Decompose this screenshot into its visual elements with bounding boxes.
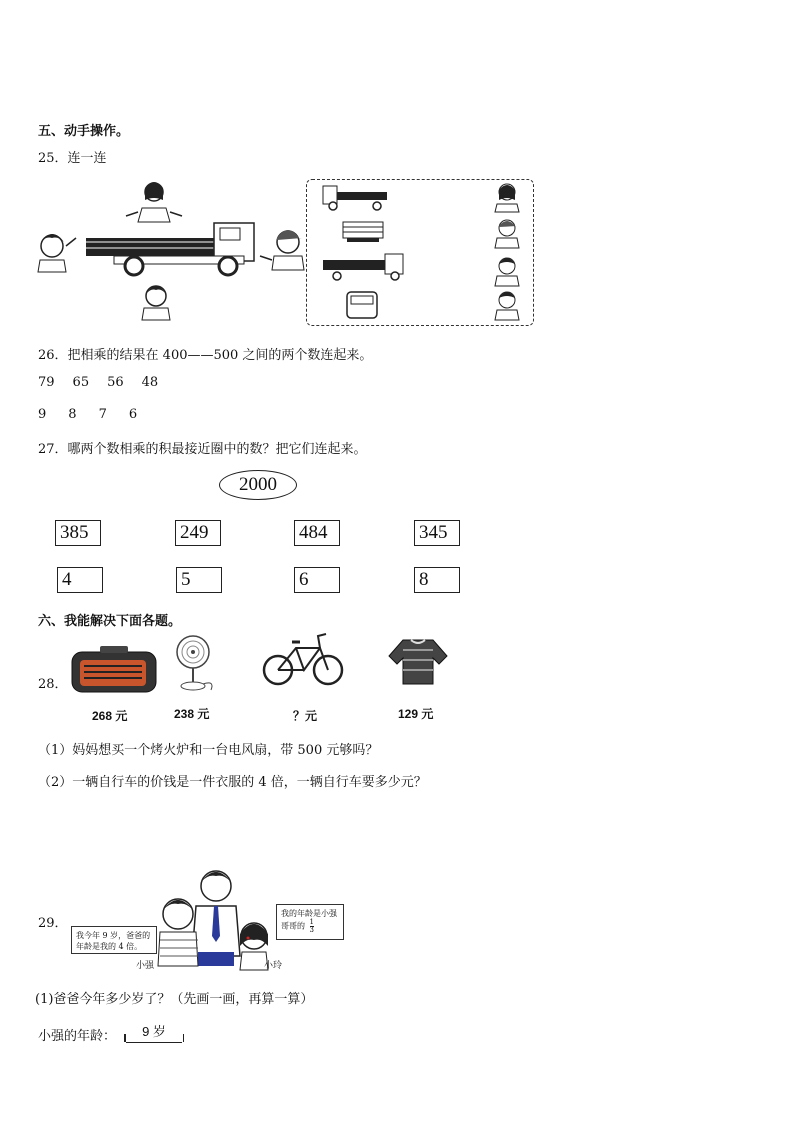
number-item[interactable]: 6 (128, 407, 138, 422)
views-dashed-box (306, 179, 534, 326)
xiaoling-speech-bubble (276, 904, 344, 940)
question-28-part-2: （2）一辆自行车的价钱是一件衣服的 4 倍，一辆自行车要多少元？ (38, 775, 427, 790)
number-box[interactable]: 385 (55, 520, 101, 546)
xiaoqiang-name: 小强 (136, 961, 155, 971)
question-26-row-2 (38, 407, 155, 422)
xiaoling-speech-text: 我的年龄是小强哥哥的 (281, 909, 337, 931)
number-item[interactable]: 65 (72, 375, 90, 390)
heater-price: 268 元 (92, 709, 128, 723)
family-illustration (150, 866, 283, 972)
section-6-title: 六、我能解决下面各题。 (38, 614, 182, 629)
truck-icon (36, 178, 296, 323)
truck-scene-illustration (36, 178, 296, 323)
question-28-part-1: （1）妈妈想买一个烤火炉和一台电风扇，带 500 元够吗？ (38, 743, 379, 758)
xiaoqiang-speech-bubble: 我今年 9 岁，爸爸的年龄是我的 4 倍。 (71, 926, 157, 954)
question-29-part-1: (1)爸爸今年多少岁了？（先画一画，再算一算） (35, 992, 314, 1007)
bicycle-price: ？元 (293, 709, 318, 723)
target-number-circle[interactable]: 2000 (219, 470, 297, 500)
number-item[interactable]: 8 (68, 407, 77, 422)
fan-icon (175, 634, 215, 692)
sweater-icon (387, 636, 449, 688)
xiaoling-name: 小玲 (264, 961, 283, 971)
question-26-row-1 (38, 375, 176, 390)
number-box[interactable]: 5 (176, 567, 222, 593)
number-box[interactable]: 8 (414, 567, 460, 593)
number-item[interactable]: 9 (38, 407, 47, 422)
answer-label: 小强的年龄： (38, 1029, 117, 1044)
number-item[interactable]: 7 (98, 407, 107, 422)
question-25-label: 25．连一连 (38, 151, 107, 166)
bicycle-icon (262, 630, 346, 688)
number-item[interactable]: 56 (107, 375, 124, 390)
fan-price: 238 元 (174, 707, 210, 721)
number-box[interactable]: 6 (294, 567, 340, 593)
number-item[interactable]: 48 (141, 375, 159, 390)
number-box[interactable]: 345 (414, 520, 460, 546)
answer-value: 9 岁 (142, 1024, 166, 1039)
question-27-text: 27．哪两个数相乘的积最接近圈中的数？把它们连起来。 (38, 442, 367, 457)
sweater-price: 129 元 (398, 707, 434, 721)
blank-right-tick (183, 1034, 185, 1042)
question-28-label: 28． (38, 677, 68, 692)
question-29-label: 29． (38, 916, 68, 931)
number-item[interactable]: 79 (38, 375, 55, 390)
number-box[interactable]: 249 (175, 520, 221, 546)
fraction-denominator: 3 (309, 926, 315, 934)
fraction-numerator: 1 (309, 918, 315, 926)
section-5-title: 五、动手操作。 (38, 124, 130, 139)
heater-icon (70, 646, 160, 696)
question-26-text: 26．把相乘的结果在 400——500 之间的两个数连起来。 (38, 348, 373, 363)
number-box[interactable]: 484 (294, 520, 340, 546)
fraction (310, 919, 314, 934)
number-box[interactable]: 4 (57, 567, 103, 593)
blank-left-tick (124, 1034, 126, 1042)
truck-views-icon (307, 180, 535, 327)
answer-blank[interactable] (126, 1020, 182, 1043)
